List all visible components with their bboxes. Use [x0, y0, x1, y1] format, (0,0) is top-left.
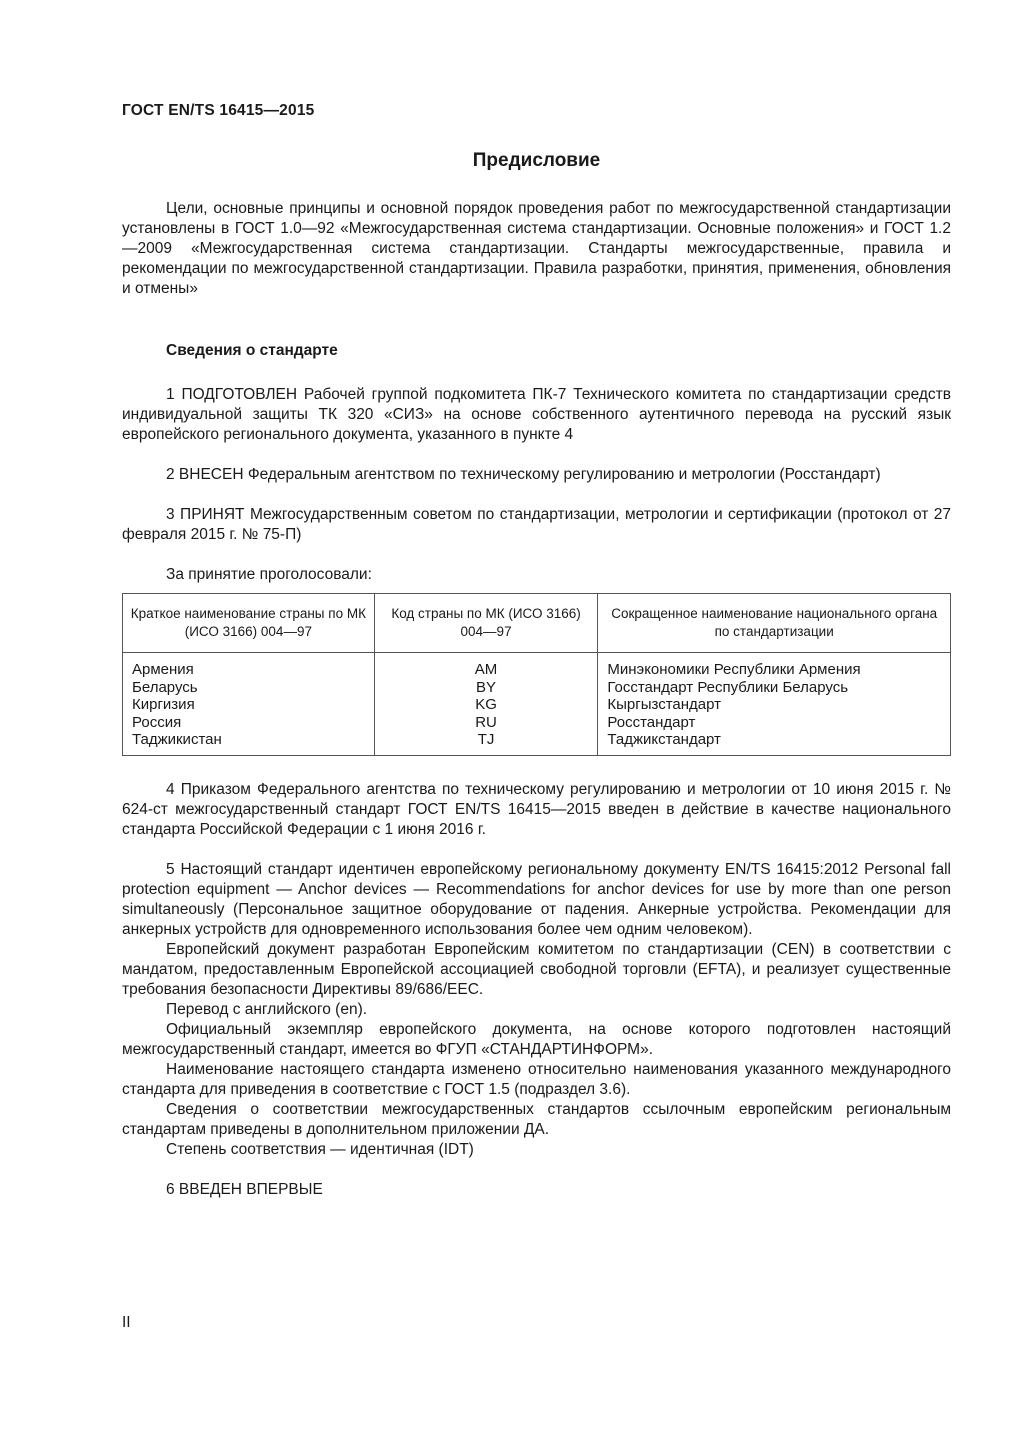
item-2-paragraph: 2 ВНЕСЕН Федеральным агентством по техническому регулированию и метрологии (Росстандарт) [166, 466, 881, 483]
foreword-title: Предисловие [472, 150, 601, 171]
item-3-paragraph: 3 ПРИНЯТ Межгосударственным советом по стандартизации, метрологии и сертификации (протокол от 27 февраля 2015 г. № 75-П) [122, 506, 951, 543]
voting-table [122, 593, 951, 756]
country-code: RU [475, 713, 497, 731]
votes-label: За принятие проголосовали: [166, 566, 372, 583]
national-body: Минэкономики Республики Армения [607, 661, 861, 678]
page-number: II [122, 1314, 131, 1331]
country-name: Киргизия [132, 696, 195, 714]
item-1-paragraph: 1 ПОДГОТОВЛЕН Рабочей группой подкомитета ПК-7 Технического комитета по стандартизации средств индивидуальной защиты ТК 320 «СИЗ» на основе собственного аутентичного перевода на русский язык европейского регионального документа, указанного в пункте 4 [122, 386, 951, 443]
item-6-paragraph: 6 ВВЕДЕН ВПЕРВЫЕ [166, 1180, 323, 1198]
national-body: Госстандарт Республики Беларусь [607, 678, 849, 696]
country-name: Беларусь [132, 678, 198, 696]
table-header-country-name: Краткое наименование страны по МК (ИСО 3166) 004—97 [123, 594, 375, 653]
country-name: Армения [132, 661, 194, 678]
item-5-degree: Степень соответствия — идентичная (IDT) [166, 1140, 474, 1158]
country-code: KG [475, 696, 497, 714]
section-title: Сведения о стандарте [166, 342, 338, 359]
national-body: Росстандарт [607, 713, 696, 731]
country-names-cell [123, 653, 375, 756]
table-header-national-body: Сокращенное наименование национального органа по стандартизации [598, 594, 951, 653]
national-body: Кыргызстандарт [607, 696, 722, 714]
item-5-paragraph: 5 Настоящий стандарт идентичен европейскому региональному документу EN/TS 16415:2012 Personal fall protection equipment — Anchor devices — Recommendations for anchor devices for use by more than one person simultaneously (Персональное защитное оборудование от падения. Анкерные устройства. Рекомендации для анкерных устройств для одновременного использования более чем одним человеком). [122, 860, 951, 938]
document-code-header: ГОСТ EN/TS 16415—2015 [122, 102, 315, 119]
country-codes-cell [374, 653, 598, 756]
item-5-translation: Перевод с английского (en). [166, 1000, 368, 1018]
table-header-country-code: Код страны по МК (ИСО 3166) 004—97 [374, 594, 598, 653]
intro-paragraph: Цели, основные принципы и основной порядок проведения работ по межгосударственной стандартизации установлены в ГОСТ 1.0—92 «Межгосударственная система стандартизации. Основные положения» и ГОСТ 1.2—2009 «Межгосударственная система стандартизации. Стандарты межгосударственные, правила и рекомендации по межгосударственной стандартизации. Правила разработки, принятия, применения, обновления и отмены» [122, 200, 951, 297]
national-body: Таджикстандарт [607, 731, 721, 749]
table-header-row [123, 594, 951, 653]
country-name: Россия [132, 713, 182, 731]
country-code: BY [476, 678, 497, 696]
table-row [123, 653, 951, 756]
item-4-paragraph: 4 Приказом Федерального агентства по техническому регулированию и метрологии от 10 июня 2015 г. № 624-ст межгосударственный стандарт ГОСТ EN/TS 16415—2015 введен в действие в качестве национального стандарта Российской Федерации с 1 июня 2016 г. [122, 780, 951, 838]
item-5-official-copy: Официальный экземпляр европейского документа, на основе которого подготовлен настоящий межгосударственный стандарт, имеется во ФГУП «СТАНДАРТИНФОРМ». [122, 1020, 951, 1058]
country-code: AM [474, 661, 498, 678]
item-5-name-change: Наименование настоящего стандарта изменено относительно наименования указанного международного стандарта для приведения в соответствие с ГОСТ 1.5 (подраздел 3.6). [122, 1060, 951, 1098]
page-content [122, 148, 951, 1200]
national-bodies-cell [598, 653, 951, 756]
country-code: TJ [477, 731, 495, 749]
item-5-european-document: Европейский документ разработан Европейским комитетом по стандартизации (CEN) в соответствии с мандатом, предоставленным Европейской ассоциацией свободной торговли (EFTA), и реализует существенные требования безопасности Директивы 89/686/EEC. [122, 940, 951, 998]
country-name: Таджикистан [132, 731, 222, 749]
item-5-correspondence: Сведения о соответствии межгосударственных стандартов ссылочным европейским региональным стандартам приведены в дополнительном приложении ДА. [122, 1100, 951, 1138]
